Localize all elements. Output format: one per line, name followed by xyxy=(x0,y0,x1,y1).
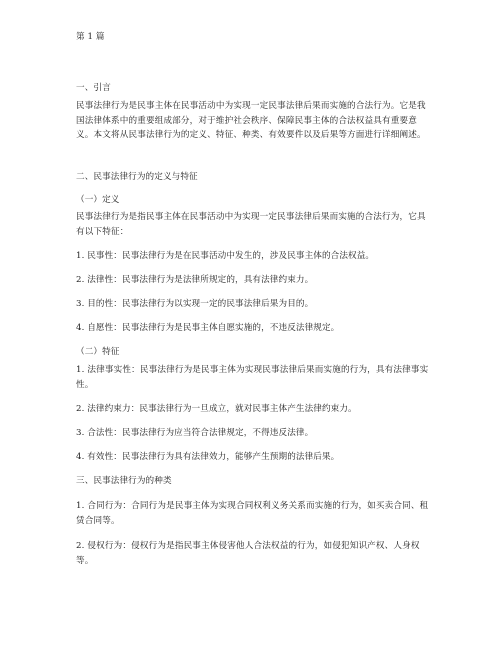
definition-item: 3. 目的性：民事法律行为以实现一定的民事法律后果为目的。 xyxy=(76,299,314,309)
subheading-features: （二）特征 xyxy=(76,347,120,357)
types-item: 1. 合同行为：合同行为是民事主体为实现合同权利义务关系而实施的行为，如买卖合同、租赁合同等。 xyxy=(76,501,429,526)
feature-item: 1. 法律事实性：民事法律行为是民事主体为实现民事法律后果而实施的行为，具有法律事实性。 xyxy=(76,365,429,390)
subheading-definition: （一）定义 xyxy=(76,195,120,205)
types-item: 2. 侵权行为：侵权行为是指民事主体侵害他人合法权益的行为，如侵犯知识产权、人身权等。 xyxy=(76,541,420,566)
introduction-paragraph: 民事法律行为是民事主体在民事活动中为实现一定民事法律后果而实施的合法行为。它是我国法律体系中的重要组成部分，对于维护社会秩序、保障民事主体的合法权益具有重要意义。本文将从民事法律行为的定义、特征、种类、有效要件以及后果等方面进行详细阐述。 xyxy=(76,101,426,140)
definition-item: 4. 自愿性：民事法律行为是民事主体自愿实施的，不违反法律规定。 xyxy=(76,323,340,333)
feature-item: 3. 合法性：民事法律行为应当符合法律规定，不得违反法律。 xyxy=(76,428,314,438)
definition-item: 2. 法律性：民事法律行为是法律所规定的，具有法律约束力。 xyxy=(76,275,314,285)
definition-paragraph: 民事法律行为是指民事主体在民事活动中为实现一定民事法律后果而实施的合法行为，它具有以下特征： xyxy=(76,212,426,237)
part-label: 第 1 篇 xyxy=(76,32,105,42)
feature-item: 4. 有效性：民事法律行为具有法律效力，能够产生预期的法律后果。 xyxy=(76,452,340,462)
feature-item: 2. 法律约束力：民事法律行为一旦成立，就对民事主体产生法律约束力。 xyxy=(76,404,357,414)
definition-item: 1. 民事性：民事法律行为是在民事活动中发生的，涉及民事主体的合法权益。 xyxy=(76,251,375,261)
section-heading-types: 三、民事法律行为的种类 xyxy=(76,476,172,486)
section-heading-introduction: 一、引言 xyxy=(76,83,111,93)
section-heading-definition-features: 二、民事法律行为的定义与特征 xyxy=(76,172,198,182)
